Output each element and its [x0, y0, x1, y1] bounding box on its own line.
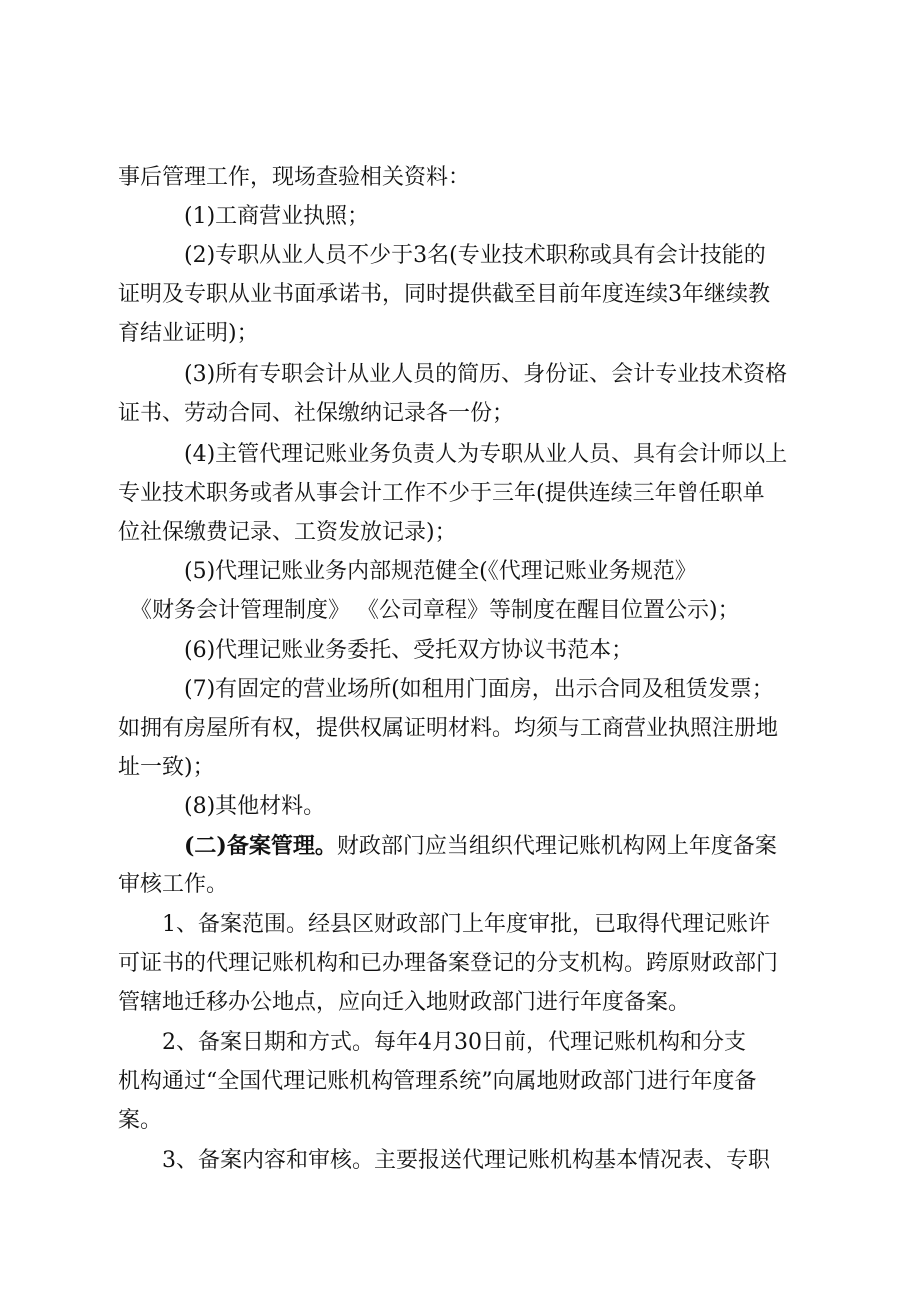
- text-line: 2、备案日期和方式。每年4月30日前，代理记账机构和分支: [162, 1030, 746, 1055]
- text-line: (7)有固定的营业场所(如租用门面房，出示合同及租赁发票；: [184, 677, 774, 702]
- text-line: 育结业证明)；: [118, 321, 259, 346]
- text-line: 证明及专职从业书面承诺书，同时提供截至目前年度连续3年继续教: [118, 282, 770, 307]
- section-heading-line: [184, 831, 777, 861]
- text-line: 专业技术职务或者从事会计工作不少于三年(提供连续三年曾任职单: [118, 481, 765, 506]
- text-line: 《财务会计管理制度》 《公司章程》等制度在醒目位置公示)；: [130, 598, 740, 623]
- text-line: (2)专职从业人员不少于3名(专业技术职称或具有会计技能的: [184, 243, 766, 268]
- text-line: (3)所有专职会计从业人员的简历、身份证、会计专业技术资格: [184, 362, 788, 387]
- text-line: 可证书的代理记账机构和已办理备案登记的分支机构。跨原财政部门: [118, 951, 779, 976]
- text-line: 机构通过“全国代理记账机构管理系统”向属地财政部门进行年度备: [118, 1069, 757, 1094]
- text-line: 位社保缴费记录、工资发放记录)；: [118, 520, 457, 545]
- text-line: 审核工作。: [118, 872, 229, 897]
- text-line: 1、备案范围。经县区财政部门上年度审批，已取得代理记账许: [162, 912, 770, 937]
- text-line: (6)代理记账业务委托、受托双方协议书范本；: [184, 638, 634, 663]
- text-line: 址一致)；: [118, 755, 215, 780]
- text-line: 事后管理工作，现场查验相关资料：: [118, 165, 471, 190]
- text-line: 案。: [118, 1108, 163, 1133]
- text-line: (5)代理记账业务内部规范健全(《代理记账业务规范》: [184, 559, 697, 584]
- text-line: (4)主管代理记账业务负责人为专职从业人员、具有会计师以上: [184, 442, 788, 467]
- text-line: 3、备案内容和审核。主要报送代理记账机构基本情况表、专职: [162, 1148, 770, 1173]
- section-heading: (二)备案管理。: [184, 833, 337, 859]
- text-line: 证书、劳动合同、社保缴纳记录各一份；: [118, 401, 515, 426]
- text-line: (8)其他材料。: [184, 794, 326, 819]
- text-line: 如拥有房屋所有权，提供权属证明材料。均须与工商营业执照注册地: [118, 716, 779, 741]
- text-line: 管辖地迁移办公地点，应向迁入地财政部门进行年度备案。: [118, 990, 691, 1015]
- text-line: (1)工商营业执照；: [184, 204, 370, 229]
- section-text: 财政部门应当组织代理记账机构网上年度备案: [336, 834, 777, 859]
